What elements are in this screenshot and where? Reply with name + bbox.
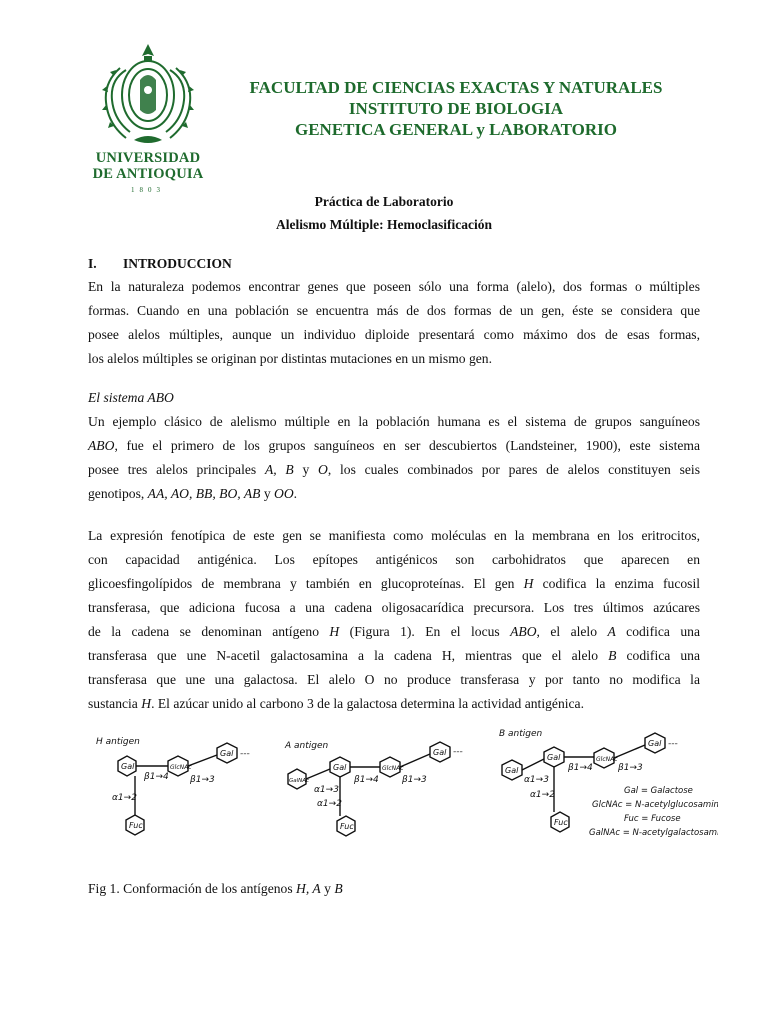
abo-term: AA, AO, BB, BO, AB (147, 486, 261, 501)
a-gal2-label: Gal (433, 748, 447, 757)
expr-line: con capacidad antigénica. Los epítopes antigénicos son carbohidratos que aparecen en (88, 552, 700, 567)
expr-text: (Figura 1). En el locus (339, 624, 511, 639)
b-antigen-title: B antigen (499, 729, 543, 739)
expr-line (88, 572, 700, 596)
a-antigen-title: A antigen (285, 741, 329, 751)
expr-text: sustancia (88, 696, 142, 711)
expr-line (88, 620, 700, 644)
document-header (218, 77, 694, 140)
abo-text: . (293, 486, 298, 501)
expr-text: codifica una (616, 648, 700, 663)
university-name (86, 150, 210, 182)
a-galnac-label: GalNAc (289, 778, 310, 784)
a-dashes: --- (453, 747, 463, 757)
header-faculty: FACULTAD DE CIENCIAS EXACTAS Y NATURALES (249, 78, 663, 97)
expr-term: A (607, 624, 616, 639)
expr-text: . El azúcar unido al carbono 3 de la galactosa determina la actividad antigénica. (151, 696, 584, 711)
expr-term: ABO (510, 624, 537, 639)
abo-line: Un ejemplo clásico de alelismo múltiple en la población humana es el sistema de grupos sanguíneos (88, 414, 700, 429)
expr-line: transferasa, que adiciona fucosa a una cadena oligosacarídica precursora. Los tres últimos azúcares (88, 600, 700, 615)
h-gal-label: Gal (121, 762, 135, 771)
expr-text: transferasa que une N-acetil galactosamina a la cadena H, mientras que el alelo (88, 648, 609, 663)
h-antigen-title: H antigen (96, 737, 140, 747)
b-a12-label: α1→2 (530, 790, 555, 800)
abo-paragraph (88, 410, 700, 506)
abo-line (88, 458, 700, 482)
b-gal2-label: Gal (547, 753, 561, 762)
caption-term: H, A (296, 881, 321, 896)
legend-item: Gal = Galactose (624, 786, 693, 796)
expr-line: La expresión fenotípica de este gen se manifiesta como moléculas en la membrana en los eritrocitos, (88, 528, 700, 543)
expr-term: B (608, 648, 617, 663)
abo-text: y (260, 486, 275, 501)
h-a12-label: α1→2 (112, 793, 137, 803)
section-number: I. (88, 256, 97, 271)
intro-line: formas. Cuando en una población se encuentra más de dos formas de un gen, éste se considera que (88, 303, 700, 318)
abo-heading: El sistema ABO (88, 390, 174, 405)
caption-term: B (334, 881, 343, 896)
h-glcnac-label: GlcNAc (170, 764, 192, 771)
abo-line (88, 482, 700, 506)
abo-line (88, 434, 700, 458)
university-name-line1: UNIVERSIDAD (95, 150, 201, 166)
section-heading (88, 256, 232, 272)
intro-line: posee alelos múltiples, aunque un individuo diploide presentará como máximo dos de esas formas, (88, 327, 700, 342)
h-gal2-label: Gal (220, 749, 234, 758)
expr-term: H (329, 624, 340, 639)
abo-term: A, B (264, 462, 294, 477)
university-name-line2: DE ANTIOQUIA (92, 166, 204, 182)
abo-text: posee tres alelos principales (88, 462, 265, 477)
expr-text: , el alelo (536, 624, 608, 639)
expr-term: H (141, 696, 152, 711)
h-b13-label: β1→3 (190, 775, 215, 785)
expr-term: H (523, 576, 534, 591)
abo-text: , fue el primero de los grupos sanguíneos en ser descubiertos (Landsteiner, 1900), este sistema (114, 438, 700, 453)
b-a13-label: α1→3 (524, 775, 549, 785)
expr-line (88, 692, 700, 716)
b-gal3-label: Gal (648, 739, 662, 748)
b-glcnac-label: GlcNAc (596, 756, 618, 763)
expr-text: codifica una (615, 624, 700, 639)
h-dashes: --- (240, 749, 250, 759)
abo-text: , los cuales combinados por pares de alelos constituyen seis (327, 462, 700, 477)
legend-item: Fuc = Fucose (624, 814, 681, 824)
legend-item: GlcNAc = N-acetylglucosamine (592, 800, 718, 810)
caption-text: Fig 1. Conformación de los antígenos (88, 881, 297, 896)
a-a12-label: α1→2 (317, 799, 342, 809)
university-year: 1803 (131, 186, 165, 194)
document-title: Práctica de Laboratorio (314, 194, 454, 209)
a-b14-label: β1→4 (354, 775, 379, 785)
b-b13-label: β1→3 (618, 763, 643, 773)
expr-line: transferasa que une una galactosa. El alelo O no produce transferasa y por tanto no modifica la (88, 672, 700, 687)
expression-paragraph (88, 524, 700, 716)
expr-line (88, 644, 700, 668)
section-title: INTRODUCCION (123, 256, 232, 271)
a-b13-label: β1→3 (402, 775, 427, 785)
figure-caption (88, 881, 343, 897)
university-seal-icon (90, 40, 210, 150)
h-fuc-label: Fuc (129, 821, 143, 830)
expr-text: de la cadena se denominan antígeno (88, 624, 330, 639)
antigen-diagram (92, 722, 718, 862)
intro-line: los alelos múltiples se originan por distintas mutaciones en un mismo gen. (88, 351, 492, 366)
h-b14-label: β1→4 (144, 772, 169, 782)
b-fuc-label: Fuc (554, 818, 568, 827)
b-dashes: --- (668, 739, 678, 749)
expr-text: codifica la enzima fucosil (533, 576, 700, 591)
antigen-figure (92, 722, 718, 862)
document-subtitle: Alelismo Múltiple: Hemoclasificación (276, 217, 492, 232)
legend-item: GalNAc = N-acetylgalactosamine (589, 828, 718, 838)
abo-text: genotipos, (88, 486, 148, 501)
caption-text: y (320, 881, 335, 896)
header-institute: INSTITUTO DE BIOLOGIA (348, 99, 564, 118)
abo-term: O (318, 462, 328, 477)
b-b14-label: β1→4 (568, 763, 593, 773)
intro-paragraph (88, 275, 700, 371)
expr-text: glicoesfingolípidos de membrana y también en glucoproteínas. El gen (88, 576, 524, 591)
abo-term: OO (274, 486, 294, 501)
intro-line: En la naturaleza podemos encontrar genes que poseen sólo una forma (alelo), dos formas o múltiples (88, 279, 700, 294)
a-glcnac-label: GlcNAc (382, 765, 404, 772)
header-course: GENETICA GENERAL y LABORATORIO (295, 120, 617, 139)
a-fuc-label: Fuc (340, 822, 354, 831)
abo-text: y (293, 462, 319, 477)
a-a13-label: α1→3 (314, 785, 339, 795)
b-gal-label: Gal (505, 766, 519, 775)
a-gal-label: Gal (333, 763, 347, 772)
abo-term: ABO (88, 438, 115, 453)
